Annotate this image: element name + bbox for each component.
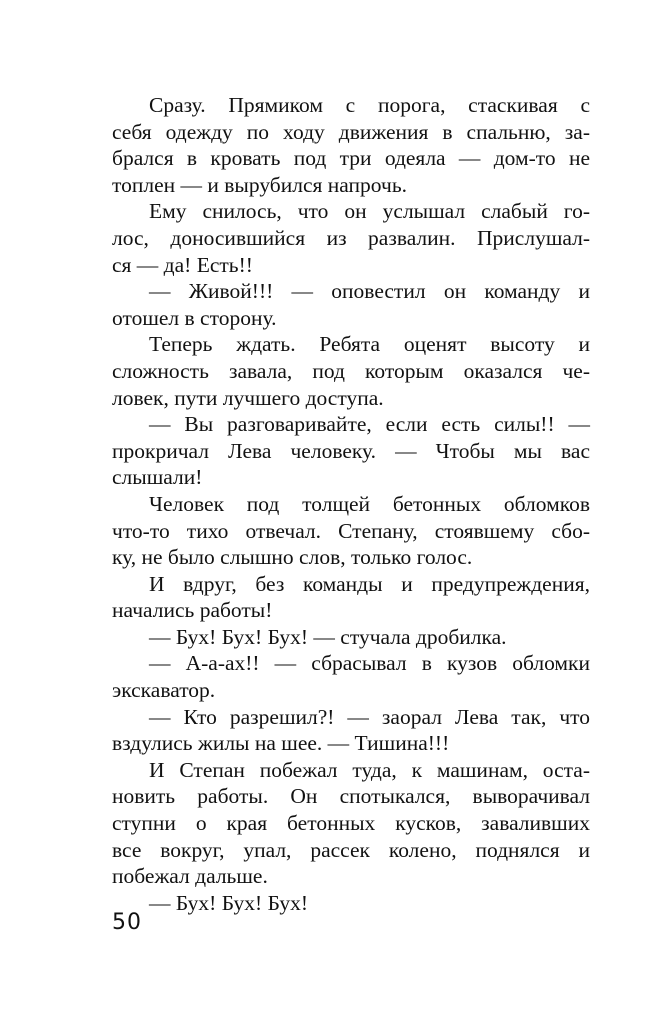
text-line: ступни о края бетонных кусков, заваливших bbox=[112, 811, 590, 836]
body-text bbox=[112, 92, 590, 916]
text-line: что-то тихо отвечал. Степану, стоявшему сбо- bbox=[112, 518, 590, 543]
text-line: брался в кровать под три одеяла — дом-то не bbox=[112, 146, 590, 171]
text-line: ся — да! Есть!! bbox=[112, 252, 253, 277]
page-number: 50 bbox=[112, 910, 142, 935]
text-line: прокричал Лева человеку. — Чтобы мы вас bbox=[112, 438, 590, 463]
text-line: побежал дальше. bbox=[112, 864, 268, 889]
text-line: — А-а-ах!! — сбрасывал в кузов обломки bbox=[149, 651, 590, 676]
text-line: все вокруг, упал, рассек колено, поднялся и bbox=[112, 837, 590, 862]
text-line: слышали! bbox=[112, 465, 203, 490]
text-line: И вдруг, без команды и предупреждения, bbox=[149, 571, 590, 596]
text-line: Теперь ждать. Ребята оценят высоту и bbox=[149, 332, 590, 357]
text-line: И Степан побежал туда, к машинам, оста- bbox=[149, 757, 590, 782]
text-line: Сразу. Прямиком с порога, стаскивая с bbox=[149, 93, 590, 117]
text-line: ловек, пути лучшего доступа. bbox=[112, 385, 384, 410]
text-line: — Вы разговаривайте, если есть силы!! — bbox=[149, 412, 590, 437]
text-line: начались работы! bbox=[112, 598, 273, 623]
text-line: Ему снилось, что он услышал слабый го- bbox=[149, 199, 590, 224]
text-line: — Бух! Бух! Бух! bbox=[149, 890, 309, 915]
text-line: сложность завала, под которым оказался че- bbox=[112, 358, 590, 383]
text-line: топлен — и вырубился напрочь. bbox=[112, 172, 407, 197]
text-line: лос, доносившийся из развалин. Прислушал- bbox=[112, 225, 590, 250]
text-line: — Бух! Бух! Бух! — стучала дробилка. bbox=[149, 624, 507, 649]
text-line: экскаватор. bbox=[112, 678, 216, 703]
text-line: — Живой!!! — оповестил он команду и bbox=[149, 279, 590, 304]
text-line: ку, не было слышно слов, только голос. bbox=[112, 545, 473, 570]
text-line: вздулись жилы на шее. — Тишина!!! bbox=[112, 731, 450, 756]
text-line: Человек под толщей бетонных обломков bbox=[149, 491, 590, 516]
text-line: — Кто разрешил?! — заорал Лева так, что bbox=[149, 704, 590, 729]
text-line: отошел в сторону. bbox=[112, 305, 277, 330]
text-line: новить работы. Он спотыкался, выворачивал bbox=[112, 784, 590, 809]
text-line: себя одежду по ходу движения в спальню, за- bbox=[112, 119, 590, 144]
